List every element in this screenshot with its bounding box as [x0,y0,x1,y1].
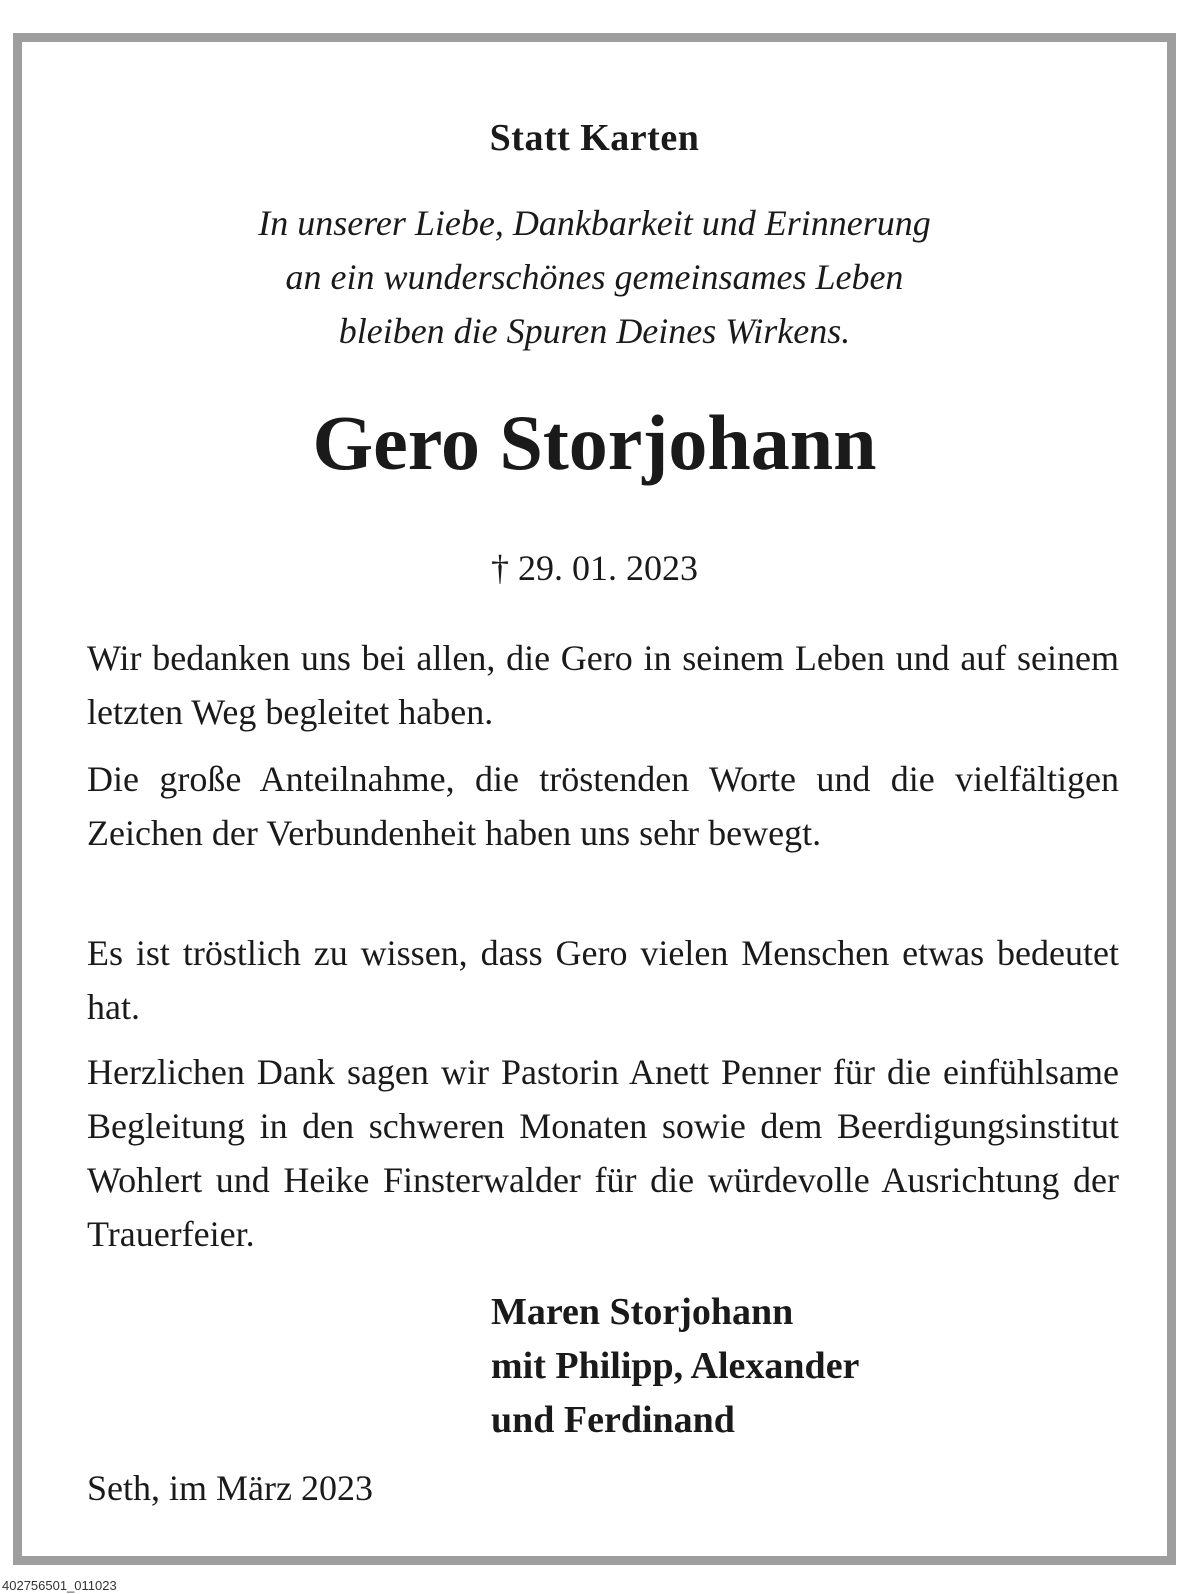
motto-line: an ein wunderschönes gemeinsames Leben [285,257,904,297]
thanks-paragraph: Wir bedanken uns bei allen, die Gero in seinem Leben und auf seinem letzten Weg begleitet haben. [87,638,1119,732]
deceased-name: Gero Storjohann [312,399,877,486]
motto-line: In unserer Liebe, Dankbarkeit und Erinnerung [258,203,931,243]
signature-line: Maren Storjohann [491,1291,794,1333]
sympathy-paragraph: Die große Anteilnahme, die tröstenden Worte und die vielfältigen Zeichen der Verbundenheit haben uns sehr bewegt. [87,759,1119,853]
notice-frame [13,33,1176,1565]
death-date: † 29. 01. 2023 [491,548,698,588]
motto [22,196,1167,358]
signature-line: und Ferdinand [491,1399,735,1441]
reference-code: 402756501_011023 [2,1578,117,1593]
place-and-date: Seth, im März 2023 [87,1468,373,1508]
gratitude-paragraph: Herzlichen Dank sagen wir Pastorin Anett Penner für die einfühlsame Begleitung in den schweren Monaten sowie dem Beerdigungsinstitut Wohlert und Heike Finsterwalder für die würdevolle Ausrichtung der Trauerfeier. [87,1052,1119,1254]
notice-header: Statt Karten [489,117,700,159]
signature-block [491,1285,859,1447]
comfort-paragraph: Es ist tröstlich zu wissen, dass Gero vielen Menschen etwas bedeutet hat. [87,933,1119,1027]
motto-line: bleiben die Spuren Deines Wirkens. [338,311,851,351]
signature-line: mit Philipp, Alexander [491,1345,860,1387]
